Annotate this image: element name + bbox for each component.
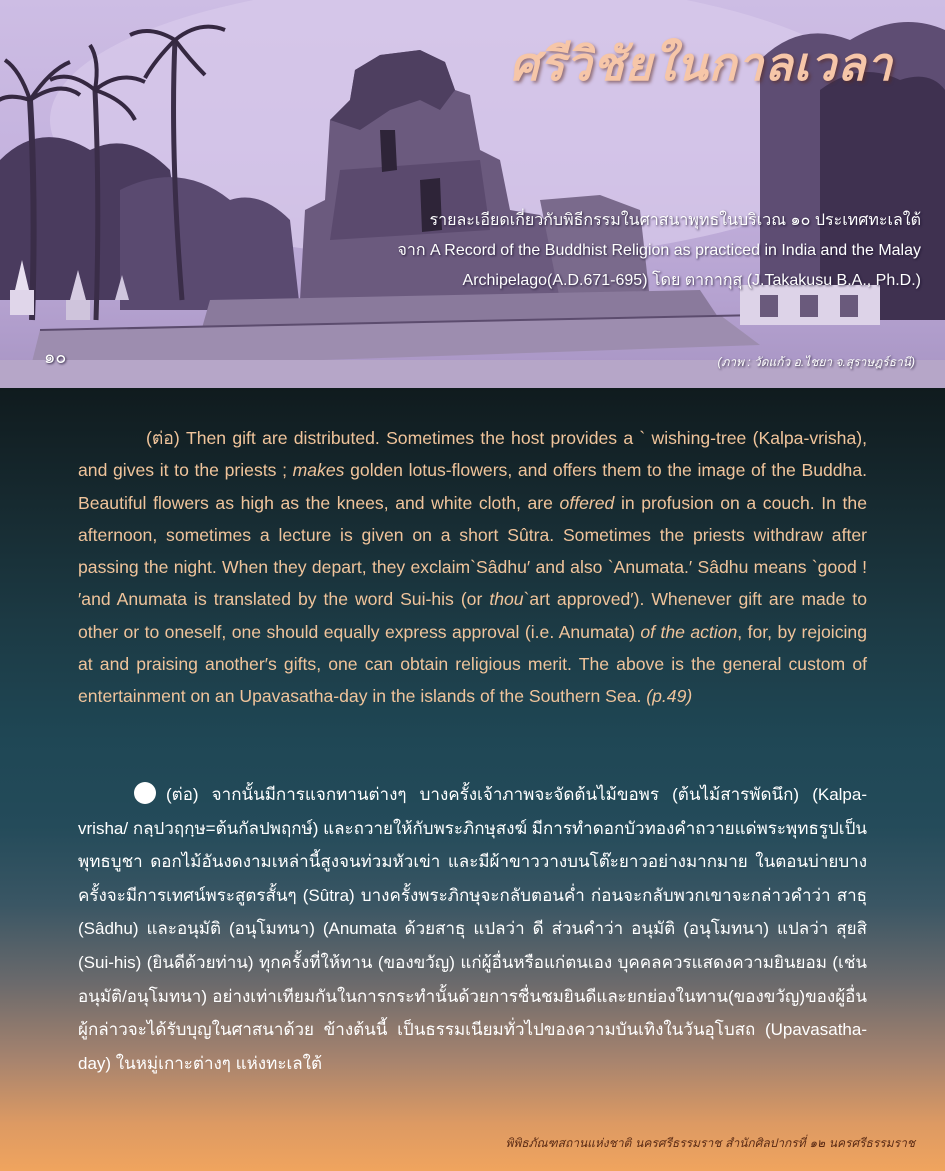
footer-credit: พิพิธภัณฑสถานแห่งชาติ นครศรีธรรมราช สำนักศิลปากรที่ ๑๒ นครศรีธรรมราช <box>505 1136 915 1150</box>
text-segment: (ต่อ) Then gift are distributed. Sometimes the host provides a ` wishing-tree (Kalpa-vrisha), and gives it to the priests ; <box>78 428 867 481</box>
header-photo <box>0 0 945 388</box>
text-segment: , for, by rejoicing at and praising another′s gifts, one can obtain religious merit. The above is the general custom of entertainment on an Upavasatha-day in the islands of the Southern Sea. <box>78 621 867 707</box>
subtitle-line: จาก A Record of the Buddhist Religion as practiced in India and the Malay <box>397 242 921 259</box>
photo-credit: (ภาพ : วัดแก้ว อ.ไชยา จ.สุราษฎร์ธานี) <box>717 355 915 369</box>
text-emphasis: (p.49) <box>646 686 693 707</box>
text-emphasis: thou <box>489 589 524 610</box>
subtitle-line: Archipelago(A.D.671-695) โดย ตากากุสุ (J.Takakusu B.A., Ph.D.) <box>462 272 921 289</box>
bullet-circle-icon <box>134 782 156 804</box>
text-emphasis: of the action <box>640 621 738 642</box>
text-emphasis: makes <box>292 460 345 481</box>
text-segment: `art approved′). Whenever gift are made to other or to oneself, one should equally express approval (i.e. Anumata) <box>78 589 867 642</box>
thai-paragraph <box>78 778 867 1080</box>
english-paragraph <box>78 422 867 713</box>
text-emphasis: offered <box>559 492 615 513</box>
text-segment: golden lotus-flowers, and offers them to the image of the Buddha. Beautiful flowers as high as the knees, and white cloth, are <box>78 460 867 513</box>
content-area <box>0 388 945 1171</box>
page-number: ๑๐ <box>44 347 67 368</box>
page-title: ศรีวิชัยในกาลเวลา <box>509 37 893 91</box>
subtitle-line: รายละเอียดเกี่ยวกับพิธีกรรมในศาสนาพุทธในบริเวณ ๑๐ ประเทศทะเลใต้ <box>429 212 921 229</box>
text-segment: in profusion on a couch. In the afternoon, sometimes a lecture is given on a short Sûtra. Sometimes the priests withdraw after passing the night. When they depart, they exclaim`Sâdhu′ and also `Anumata.′ Sâdhu means `good !′and Anumata is translated by the word Sui-his (or <box>78 492 867 610</box>
thai-text: (ต่อ) จากนั้นมีการแจกทานต่างๆ บางครั้งเจ้าภาพจะจัดต้นไม้ขอพร (ต้นไม้สารพัดนึก) (Kalpa-vrisha/ กลฺปวฤกฺษ=ต้นกัลปพฤกษ์) และถวายให้กับพระภิกษุสงฆ์ มีการทำดอกบัวทองคำถวายแด่พระพุทธรูปเป็นพุทธบูชา ดอกไม้อันงดงามเหล่านี้สูงจนท่วมหัวเข่า และมีผ้าขาววางบนโต๊ะยาวอย่างมากมาย ในตอนบ่ายบางครั้งจะมีการเทศน์พระสูตรสั้นๆ (Sûtra) บางครั้งพระภิกษุจะกลับตอนค่ำ ก่อนจะกลับพวกเขาจะกล่าวคำว่า สาธุ (Sâdhu) และอนุมัติ (อนุโมทนา) (Anumata ด้วยสาธุ แปลว่า ดี ส่วนคำว่า อนุมัติ (อนุโมทนา) แปลว่า สุยสิ (Sui-his) (ยินดีด้วยท่าน) ทุกครั้งที่ให้ทาน (ของขวัญ) แก่ผู้อื่นหรือแก่ตนเอง บุคคลควรแสดงความยินยอม (เช่น อนุมัติ/อนุโมทนา) อย่างเท่าเทียมกันในการกระทำนั้นด้วยการชื่นชมยินดีและยกย่องในทาน(ของขวัญ)ของผู้อื่น ผู้กล่าวจะได้รับบุญในศาสนาด้วย ข้างต้นนี้ เป็นธรรมเนียมทั่วไปของความบันเทิงในวันอุโบสถ (Upavasatha-day) ในหมู่เกาะต่างๆ แห่งทะเลใต้ <box>78 785 867 1073</box>
header-subtitle <box>241 206 921 296</box>
